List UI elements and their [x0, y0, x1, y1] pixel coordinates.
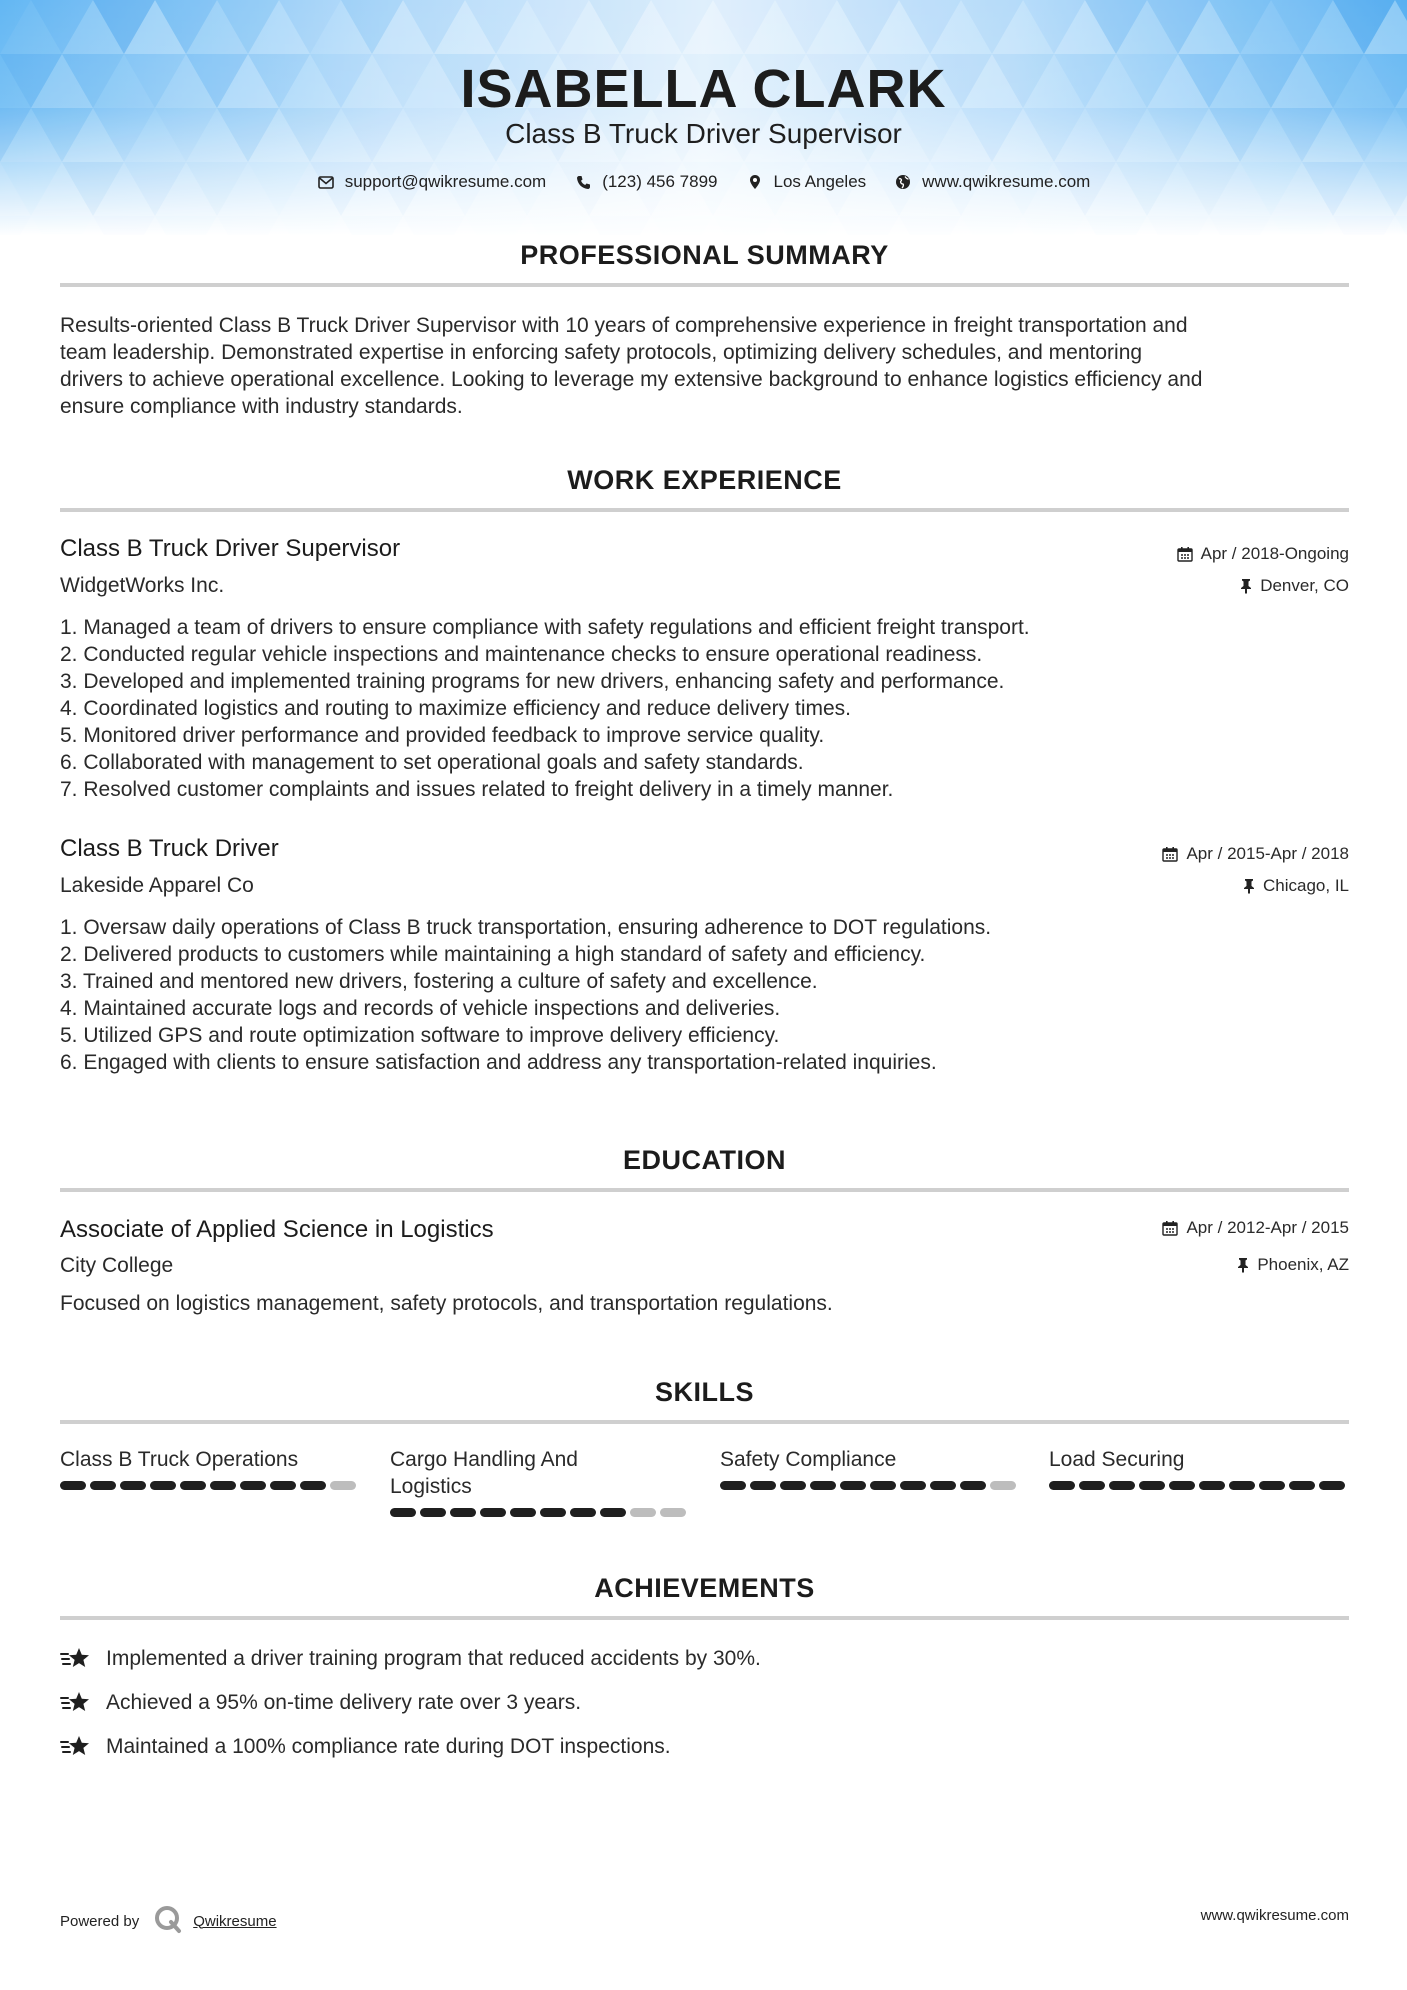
shooting-star-icon: [60, 1645, 92, 1673]
contact-bar: [0, 172, 1407, 192]
footer-website[interactable]: www.qwikresume.com: [1200, 1907, 1349, 1924]
skill-segment-filled: [390, 1508, 416, 1517]
triangle-tile: [1147, 216, 1209, 235]
summary-line: Results-oriented Class B Truck Driver Supervisor with 10 years of comprehensive experience in freight transportation and: [60, 314, 1188, 337]
triangle-tile: [1209, 216, 1271, 235]
education-description: Focused on logistics management, safety protocols, and transportation regulations.: [60, 1292, 833, 1315]
skill-name: [720, 1446, 1020, 1473]
skill-level-bar: [720, 1481, 1020, 1490]
triangle-tile: [31, 216, 93, 235]
pushpin-icon: [1237, 1257, 1249, 1273]
calendar-icon: [1177, 546, 1193, 562]
list-item: 3. Trained and mentored new drivers, fostering a culture of safety and excellence.: [60, 970, 818, 993]
achievement-text: Maintained a 100% compliance rate during DOT inspections.: [106, 1735, 671, 1758]
qwikresume-logo-icon: [153, 1904, 183, 1938]
skill-segment-empty: [660, 1508, 686, 1517]
skill-item: [720, 1446, 1020, 1490]
globe-icon: [894, 173, 912, 191]
contact-email[interactable]: [317, 172, 547, 192]
skill-segment-filled: [1169, 1481, 1195, 1490]
skill-segment-filled: [570, 1508, 596, 1517]
skill-segment-filled: [600, 1508, 626, 1517]
header-banner: [0, 0, 1407, 235]
triangle-tile: [589, 216, 651, 235]
job-location-text: Denver, CO: [1260, 576, 1349, 595]
triangle-tile: [837, 216, 899, 235]
map-pin-icon: [746, 173, 764, 191]
list-item: 4. Coordinated logistics and routing to maximize efficiency and reduce delivery times.: [60, 697, 852, 720]
skill-segment-filled: [150, 1481, 176, 1490]
education-heading: EDUCATION: [623, 1145, 786, 1175]
triangle-tile: [1333, 216, 1395, 235]
skill-name-line: Cargo Handling And: [390, 1448, 578, 1471]
skill-name: [390, 1446, 690, 1500]
job-dates-text: Apr / 2018-Ongoing: [1200, 544, 1349, 563]
triangle-tile: [775, 216, 837, 235]
skill-level-bar: [390, 1508, 690, 1517]
skill-segment-filled: [60, 1481, 86, 1490]
candidate-name: ISABELLA CLARK: [460, 59, 947, 119]
job-bullets: [60, 914, 1349, 1076]
skill-segment-filled: [240, 1481, 266, 1490]
list-item: 3. Developed and implemented training programs for new drivers, enhancing safety and performance.: [60, 670, 1005, 693]
skill-segment-filled: [1289, 1481, 1315, 1490]
experience-heading: WORK EXPERIENCE: [567, 465, 842, 495]
experience-divider: [60, 508, 1349, 512]
skill-segment-filled: [1199, 1481, 1225, 1490]
list-item: 5. Monitored driver performance and provided feedback to improve service quality.: [60, 724, 825, 747]
job-title: Class B Truck Driver: [60, 835, 279, 862]
skill-segment-filled: [90, 1481, 116, 1490]
list-item: 6. Collaborated with management to set operational goals and safety standards.: [60, 751, 804, 774]
website-text: www.qwikresume.com: [922, 172, 1091, 191]
achievements-divider: [60, 1616, 1349, 1620]
skill-segment-filled: [930, 1481, 956, 1490]
skill-level-bar: [1049, 1481, 1349, 1490]
education-dates-text: Apr / 2012-Apr / 2015: [1186, 1218, 1349, 1237]
job-bullets: [60, 614, 1349, 803]
triangle-tile: [93, 216, 155, 235]
skill-segment-filled: [870, 1481, 896, 1490]
triangle-tile: [1023, 216, 1085, 235]
skill-segment-filled: [1049, 1481, 1075, 1490]
triangle-tile: [217, 216, 279, 235]
job-location-text: Chicago, IL: [1263, 876, 1349, 895]
skill-name-line: Logistics: [390, 1475, 472, 1498]
skill-segment-filled: [450, 1508, 476, 1517]
job-company: WidgetWorks Inc.: [60, 574, 225, 597]
skill-item: [1049, 1446, 1349, 1490]
triangle-tile: [651, 216, 713, 235]
skill-segment-filled: [1139, 1481, 1165, 1490]
job-company: Lakeside Apparel Co: [60, 874, 254, 897]
summary-line: ensure compliance with industry standards.: [60, 395, 463, 418]
achievement-item: [60, 1645, 761, 1673]
pushpin-icon: [1240, 578, 1252, 594]
skill-segment-filled: [720, 1481, 746, 1490]
list-item: 1. Managed a team of drivers to ensure compliance with safety regulations and efficient freight transport.: [60, 616, 1030, 639]
list-item: 7. Resolved customer complaints and issues related to freight delivery in a timely manner.: [60, 778, 894, 801]
triangle-tile: [1085, 216, 1147, 235]
achievements-heading: ACHIEVEMENTS: [594, 1573, 815, 1603]
footer-powered: [60, 1904, 277, 1938]
skill-item: [60, 1446, 360, 1490]
triangle-tile: [527, 216, 589, 235]
triangle-tile: [713, 216, 775, 235]
summary-divider: [60, 283, 1349, 287]
skill-segment-filled: [210, 1481, 236, 1490]
school-name: City College: [60, 1254, 174, 1277]
summary-heading: PROFESSIONAL SUMMARY: [520, 240, 889, 270]
contact-phone[interactable]: [574, 172, 717, 192]
skill-segment-empty: [330, 1481, 356, 1490]
list-item: 6. Engaged with clients to ensure satisfaction and address any transportation-related inquiries.: [60, 1051, 937, 1074]
skill-segment-filled: [540, 1508, 566, 1517]
skill-name-line: Safety Compliance: [720, 1448, 897, 1471]
triangle-tile: [465, 216, 527, 235]
skill-name-line: Load Securing: [1049, 1448, 1185, 1471]
skill-segment-filled: [840, 1481, 866, 1490]
job-title: Class B Truck Driver Supervisor: [60, 535, 401, 562]
skill-segment-filled: [960, 1481, 986, 1490]
skill-level-bar: [60, 1481, 360, 1490]
location-text: Los Angeles: [773, 172, 867, 191]
skills-heading: SKILLS: [654, 1377, 754, 1407]
contact-website[interactable]: [894, 172, 1090, 192]
skill-segment-filled: [1319, 1481, 1345, 1490]
job-dates: [1177, 544, 1349, 564]
skill-segment-filled: [1079, 1481, 1105, 1490]
skills-divider: [60, 1420, 1349, 1424]
degree-title: Associate of Applied Science in Logistics: [60, 1216, 494, 1243]
skill-name: [1049, 1446, 1349, 1473]
skill-segment-filled: [780, 1481, 806, 1490]
job-dates: [1162, 844, 1349, 864]
skill-segment-filled: [1109, 1481, 1135, 1490]
education-location: [1237, 1255, 1349, 1275]
skill-segment-filled: [510, 1508, 536, 1517]
list-item: 5. Utilized GPS and route optimization software to improve delivery efficiency.: [60, 1024, 780, 1047]
achievement-text: Implemented a driver training program that reduced accidents by 30%.: [106, 1647, 761, 1670]
list-item: 2. Delivered products to customers while maintaining a high standard of safety and efficiency.: [60, 943, 926, 966]
skill-segment-filled: [1229, 1481, 1255, 1490]
skill-segment-filled: [420, 1508, 446, 1517]
candidate-title: Class B Truck Driver Supervisor: [505, 118, 902, 149]
calendar-icon: [1162, 846, 1178, 862]
skill-name-line: Class B Truck Operations: [60, 1448, 299, 1471]
skill-segment-filled: [480, 1508, 506, 1517]
envelope-icon: [317, 173, 335, 191]
skill-name: [60, 1446, 360, 1473]
shooting-star-icon: [60, 1733, 92, 1761]
summary-text: [60, 312, 1349, 420]
summary-line: drivers to achieve operational excellence. Looking to leverage my extensive background to enhance logistics efficiency and: [60, 368, 1203, 391]
phone-icon: [574, 173, 592, 191]
education-dates: [1162, 1218, 1349, 1238]
summary-line: team leadership. Demonstrated expertise in enforcing safety protocols, optimizing delivery schedules, and mentoring: [60, 341, 1143, 364]
powered-by-text: Powered by: [60, 1912, 140, 1930]
list-item: 4. Maintained accurate logs and records of vehicle inspections and deliveries.: [60, 997, 781, 1020]
list-item: 2. Conducted regular vehicle inspections and maintenance checks to ensure operational readiness.: [60, 643, 983, 666]
job-dates-text: Apr / 2015-Apr / 2018: [1186, 844, 1349, 863]
triangle-tile: [341, 216, 403, 235]
achievement-text: Achieved a 95% on-time delivery rate over 3 years.: [106, 1691, 582, 1714]
skill-item: [390, 1446, 690, 1517]
qwikresume-link[interactable]: Qwikresume: [193, 1912, 277, 1930]
pushpin-icon: [1243, 878, 1255, 894]
skill-segment-filled: [810, 1481, 836, 1490]
education-location-text: Phoenix, AZ: [1257, 1255, 1349, 1274]
triangle-tile: [279, 216, 341, 235]
skill-segment-filled: [120, 1481, 146, 1490]
triangle-tile: [1271, 216, 1333, 235]
skill-segment-filled: [750, 1481, 776, 1490]
email-text: support@qwikresume.com: [344, 172, 547, 191]
list-item: 1. Oversaw daily operations of Class B truck transportation, ensuring adherence to DOT regulations.: [60, 916, 992, 939]
skill-segment-filled: [300, 1481, 326, 1490]
job-location: [1240, 576, 1349, 596]
achievement-item: [60, 1689, 581, 1717]
contact-location: [746, 172, 867, 192]
skill-segment-filled: [270, 1481, 296, 1490]
education-divider: [60, 1188, 1349, 1192]
triangle-tile: [403, 216, 465, 235]
skill-segment-filled: [180, 1481, 206, 1490]
triangle-tile: [961, 216, 1023, 235]
skill-segment-filled: [1259, 1481, 1285, 1490]
skill-segment-empty: [630, 1508, 656, 1517]
skill-segment-empty: [990, 1481, 1016, 1490]
phone-text: (123) 456 7899: [602, 172, 718, 191]
calendar-icon: [1162, 1220, 1178, 1236]
achievement-item: [60, 1733, 671, 1761]
skill-segment-filled: [900, 1481, 926, 1490]
triangle-tile: [899, 216, 961, 235]
shooting-star-icon: [60, 1689, 92, 1717]
triangle-tile: [155, 216, 217, 235]
job-location: [1243, 876, 1349, 896]
